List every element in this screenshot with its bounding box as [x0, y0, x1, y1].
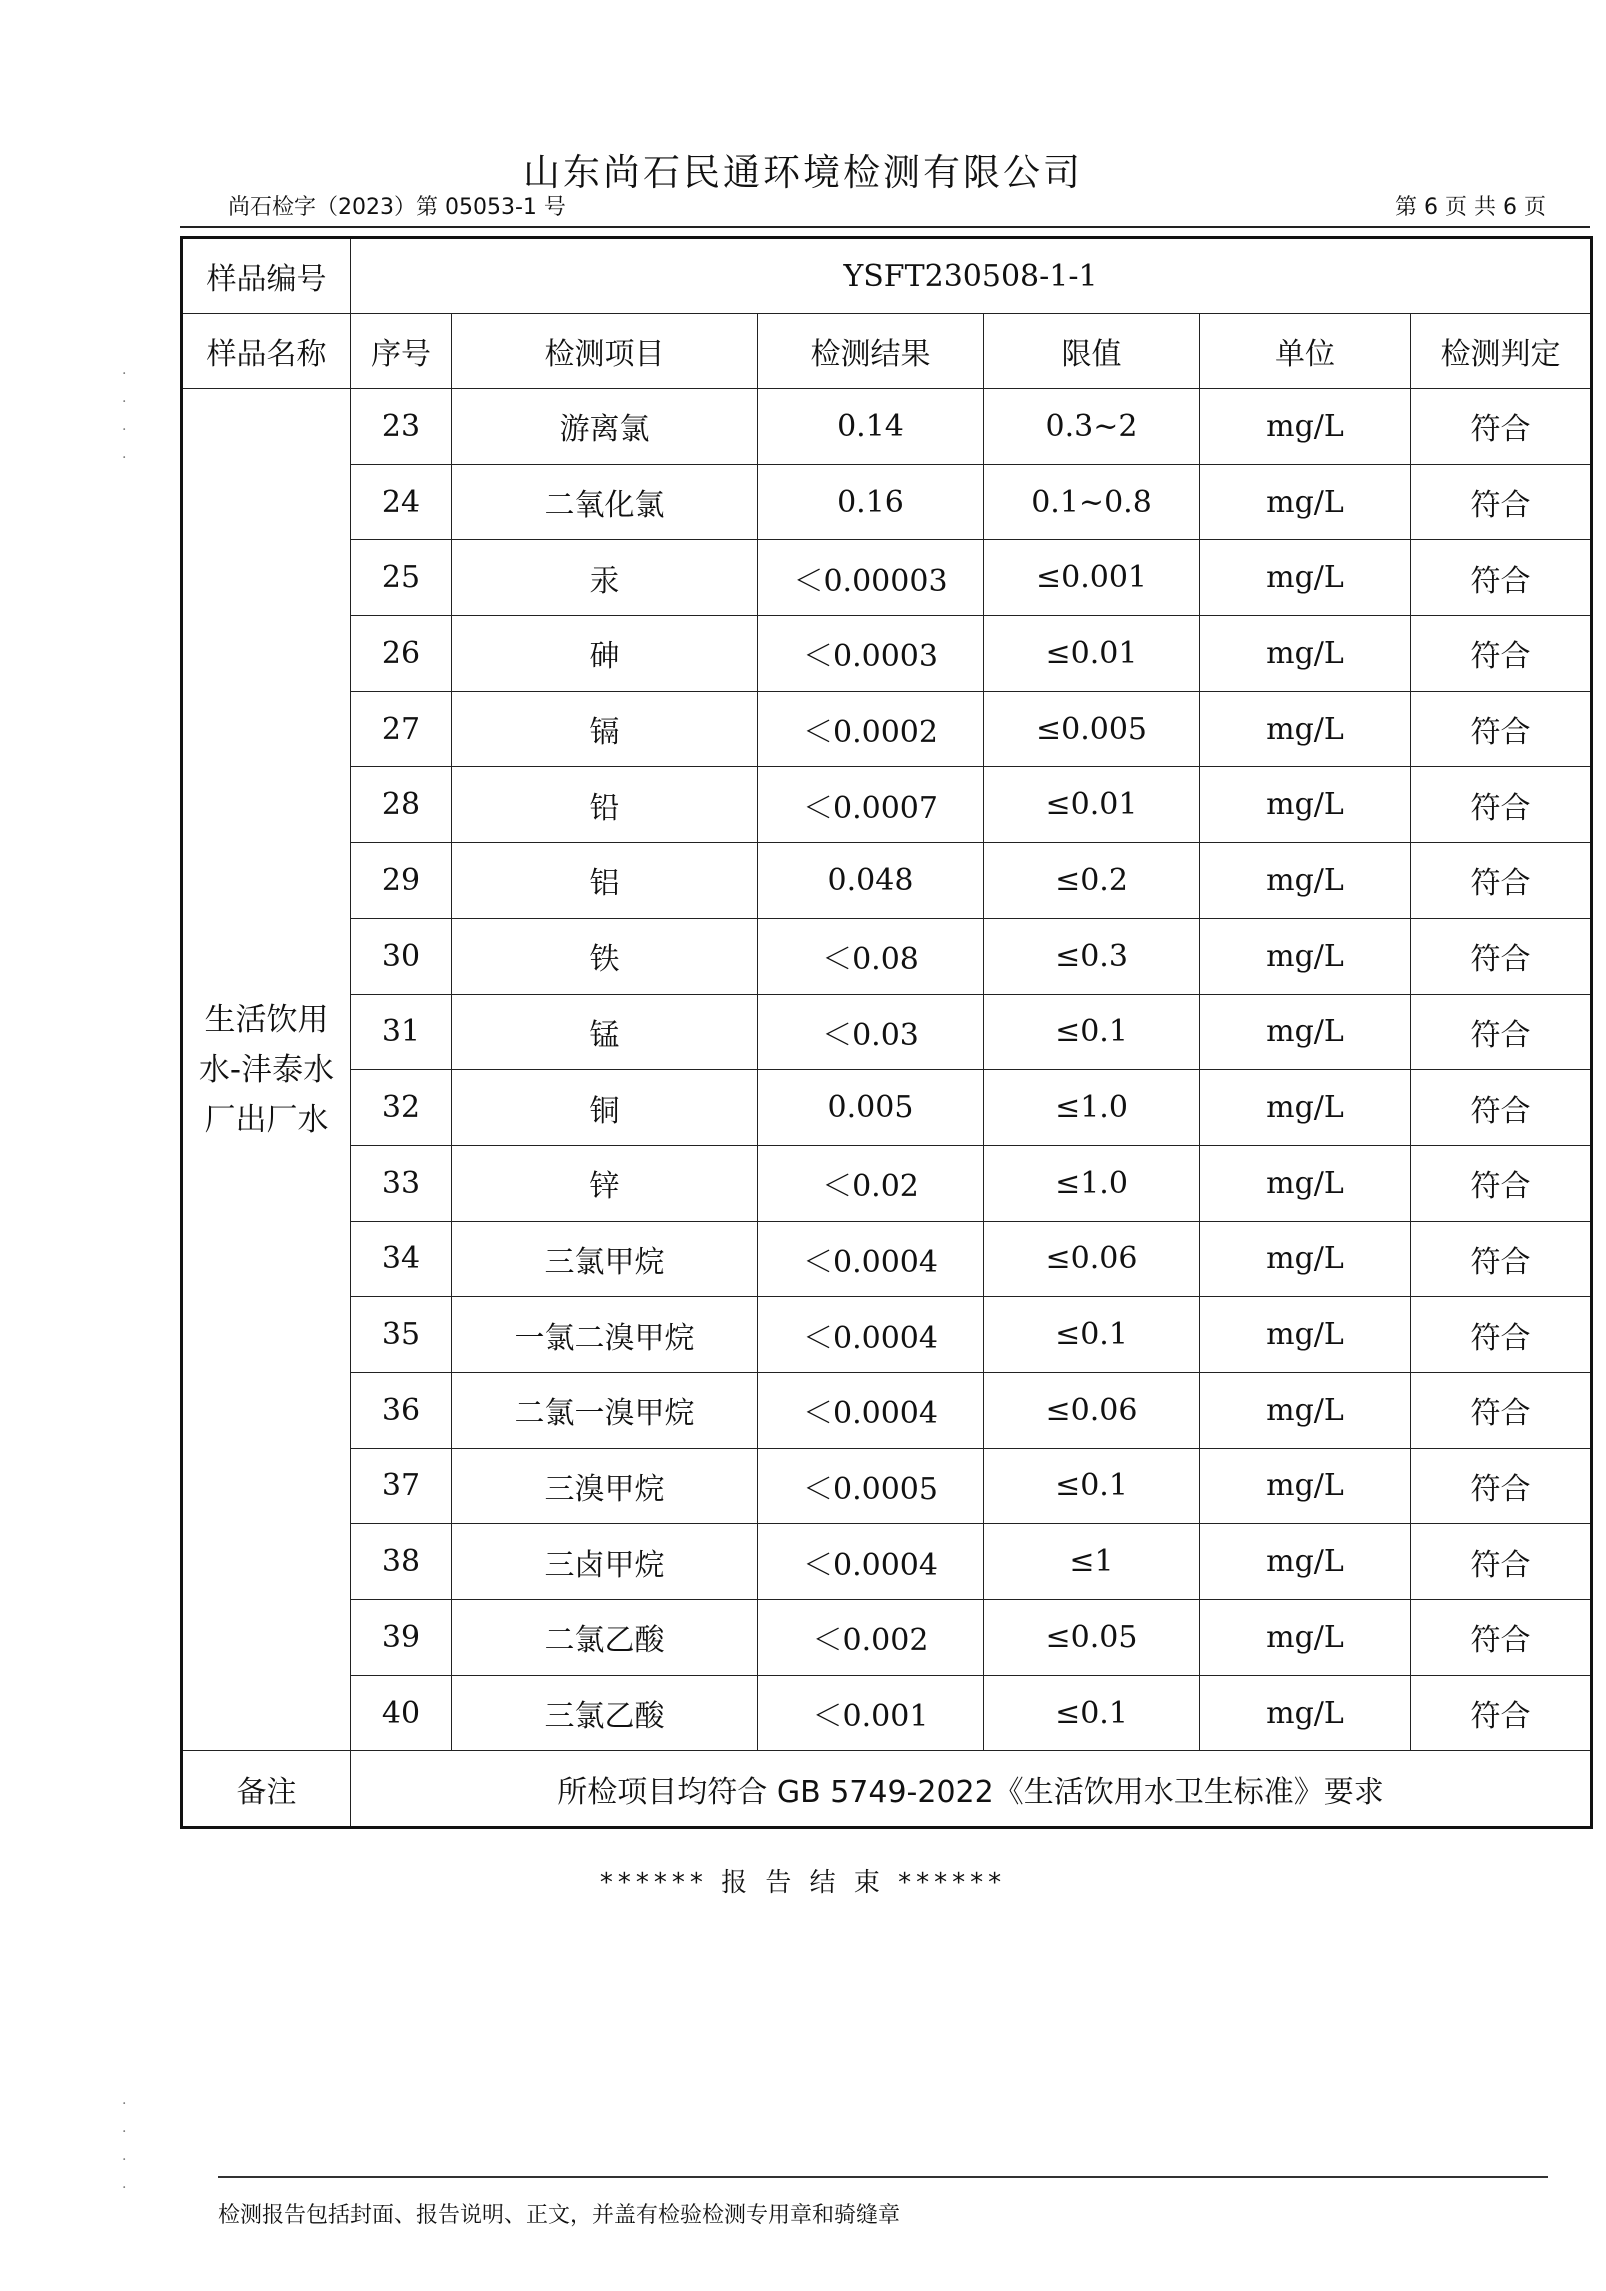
row-limit: ≤0.005 — [984, 691, 1200, 767]
row-no: 35 — [351, 1297, 452, 1373]
row-result: ＜0.0004 — [758, 1372, 984, 1448]
row-item: 铝 — [452, 843, 758, 919]
row-result: ＜0.0004 — [758, 1221, 984, 1297]
col-header-result: 检测结果 — [758, 314, 984, 389]
row-no: 25 — [351, 540, 452, 616]
row-limit: ≤1 — [984, 1524, 1200, 1600]
row-unit: mg/L — [1200, 1675, 1411, 1751]
row-judgement: 符合 — [1411, 540, 1592, 616]
row-unit: mg/L — [1200, 1070, 1411, 1146]
table-row — [182, 1372, 1592, 1448]
col-header-sample-name: 样品名称 — [182, 314, 351, 389]
table-row — [182, 1675, 1592, 1751]
row-limit: ≤0.001 — [984, 540, 1200, 616]
col-header-unit: 单位 — [1200, 314, 1411, 389]
row-result: ＜0.0002 — [758, 691, 984, 767]
row-no: 34 — [351, 1221, 452, 1297]
row-limit: ≤1.0 — [984, 1145, 1200, 1221]
row-unit: mg/L — [1200, 1600, 1411, 1676]
header-rule — [180, 226, 1590, 228]
row-item: 铅 — [452, 767, 758, 843]
row-unit: mg/L — [1200, 389, 1411, 465]
sample-id-label: 样品编号 — [182, 238, 351, 314]
row-unit: mg/L — [1200, 1448, 1411, 1524]
row-result: ＜0.0004 — [758, 1297, 984, 1373]
row-judgement: 符合 — [1411, 843, 1592, 919]
table-row — [182, 994, 1592, 1070]
row-judgement: 符合 — [1411, 1600, 1592, 1676]
row-result: 0.16 — [758, 464, 984, 540]
test-results-table — [180, 236, 1593, 1829]
row-item: 锌 — [452, 1145, 758, 1221]
row-judgement: 符合 — [1411, 389, 1592, 465]
row-unit: mg/L — [1200, 767, 1411, 843]
row-judgement: 符合 — [1411, 691, 1592, 767]
table-row — [182, 1524, 1592, 1600]
row-limit: ≤0.1 — [984, 1675, 1200, 1751]
row-judgement: 符合 — [1411, 1675, 1592, 1751]
row-no: 36 — [351, 1372, 452, 1448]
col-header-no: 序号 — [351, 314, 452, 389]
row-item: 三氯甲烷 — [452, 1221, 758, 1297]
row-result: ＜0.0005 — [758, 1448, 984, 1524]
row-item: 三卤甲烷 — [452, 1524, 758, 1600]
col-header-item: 检测项目 — [452, 314, 758, 389]
company-name: 山东尚石民通环境检测有限公司 — [523, 151, 1083, 194]
row-result: ＜0.03 — [758, 994, 984, 1070]
report-number: 尚石检字（2023）第 05053-1 号 — [228, 195, 566, 220]
margin-marks-bottom: · · · · — [122, 2096, 127, 2196]
margin-marks-top: · · · · — [122, 366, 127, 466]
row-limit: ≤0.06 — [984, 1221, 1200, 1297]
row-unit: mg/L — [1200, 1145, 1411, 1221]
row-item: 游离氯 — [452, 389, 758, 465]
sample-name: 生活饮用水-沣泰水厂出厂水 — [182, 389, 351, 1751]
row-limit: 0.3~2 — [984, 389, 1200, 465]
table-row — [182, 1070, 1592, 1146]
col-header-limit: 限值 — [984, 314, 1200, 389]
row-limit: ≤0.01 — [984, 616, 1200, 692]
row-unit: mg/L — [1200, 994, 1411, 1070]
row-item: 一氯二溴甲烷 — [452, 1297, 758, 1373]
row-result: ＜0.002 — [758, 1600, 984, 1676]
row-no: 24 — [351, 464, 452, 540]
table-row — [182, 1600, 1592, 1676]
row-no: 31 — [351, 994, 452, 1070]
row-limit: ≤0.1 — [984, 1448, 1200, 1524]
table-row — [182, 389, 1592, 465]
table-row — [182, 767, 1592, 843]
row-limit: ≤0.1 — [984, 994, 1200, 1070]
row-item: 三氯乙酸 — [452, 1675, 758, 1751]
column-header-row — [182, 314, 1592, 389]
sample-id-row — [182, 238, 1592, 314]
row-unit: mg/L — [1200, 1372, 1411, 1448]
row-item: 二氧化氯 — [452, 464, 758, 540]
row-judgement: 符合 — [1411, 616, 1592, 692]
row-item: 三溴甲烷 — [452, 1448, 758, 1524]
row-judgement: 符合 — [1411, 1145, 1592, 1221]
row-no: 30 — [351, 918, 452, 994]
row-limit: ≤0.1 — [984, 1297, 1200, 1373]
table-row — [182, 691, 1592, 767]
row-item: 砷 — [452, 616, 758, 692]
table-row — [182, 1221, 1592, 1297]
table-row — [182, 464, 1592, 540]
footer-note: 检测报告包括封面、报告说明、正文，并盖有检验检测专用章和骑缝章 — [218, 2203, 901, 2228]
row-result: 0.005 — [758, 1070, 984, 1146]
sample-id-value: YSFT230508-1-1 — [351, 238, 1592, 314]
row-result: ＜0.0003 — [758, 616, 984, 692]
row-unit: mg/L — [1200, 1297, 1411, 1373]
row-judgement: 符合 — [1411, 1448, 1592, 1524]
row-unit: mg/L — [1200, 1524, 1411, 1600]
row-unit: mg/L — [1200, 1221, 1411, 1297]
row-judgement: 符合 — [1411, 1070, 1592, 1146]
row-result: ＜0.001 — [758, 1675, 984, 1751]
footer-rule — [218, 2176, 1548, 2178]
page-info: 第 6 页 共 6 页 — [1395, 195, 1546, 220]
table-row — [182, 918, 1592, 994]
row-judgement: 符合 — [1411, 1372, 1592, 1448]
row-no: 33 — [351, 1145, 452, 1221]
row-unit: mg/L — [1200, 464, 1411, 540]
row-unit: mg/L — [1200, 843, 1411, 919]
row-item: 铜 — [452, 1070, 758, 1146]
row-judgement: 符合 — [1411, 767, 1592, 843]
row-item: 铁 — [452, 918, 758, 994]
row-item: 镉 — [452, 691, 758, 767]
row-judgement: 符合 — [1411, 1221, 1592, 1297]
row-no: 23 — [351, 389, 452, 465]
row-item: 汞 — [452, 540, 758, 616]
remark-row — [182, 1751, 1592, 1828]
col-header-judgement: 检测判定 — [1411, 314, 1592, 389]
row-result: ＜0.0004 — [758, 1524, 984, 1600]
row-no: 29 — [351, 843, 452, 919]
row-result: 0.14 — [758, 389, 984, 465]
row-limit: ≤0.05 — [984, 1600, 1200, 1676]
row-result: ＜0.02 — [758, 1145, 984, 1221]
row-unit: mg/L — [1200, 616, 1411, 692]
row-judgement: 符合 — [1411, 994, 1592, 1070]
row-no: 39 — [351, 1600, 452, 1676]
row-item: 锰 — [452, 994, 758, 1070]
row-judgement: 符合 — [1411, 464, 1592, 540]
table-row — [182, 540, 1592, 616]
row-unit: mg/L — [1200, 691, 1411, 767]
row-unit: mg/L — [1200, 918, 1411, 994]
row-no: 27 — [351, 691, 452, 767]
remark-text: 所检项目均符合 GB 5749-2022《生活饮用水卫生标准》要求 — [351, 1751, 1592, 1828]
row-result: ＜0.0007 — [758, 767, 984, 843]
row-limit: ≤0.01 — [984, 767, 1200, 843]
row-unit: mg/L — [1200, 540, 1411, 616]
row-limit: ≤1.0 — [984, 1070, 1200, 1146]
row-judgement: 符合 — [1411, 918, 1592, 994]
row-judgement: 符合 — [1411, 1524, 1592, 1600]
row-no: 40 — [351, 1675, 452, 1751]
table-row — [182, 843, 1592, 919]
row-result: ＜0.08 — [758, 918, 984, 994]
table-row — [182, 616, 1592, 692]
row-result: ＜0.00003 — [758, 540, 984, 616]
row-judgement: 符合 — [1411, 1297, 1592, 1373]
table-row — [182, 1145, 1592, 1221]
row-no: 32 — [351, 1070, 452, 1146]
row-result: 0.048 — [758, 843, 984, 919]
table-row — [182, 1297, 1592, 1373]
row-no: 37 — [351, 1448, 452, 1524]
row-item: 二氯乙酸 — [452, 1600, 758, 1676]
report-end-mark: ****** 报 告 结 束 ****** — [599, 1868, 1007, 1898]
row-no: 28 — [351, 767, 452, 843]
row-limit: ≤0.3 — [984, 918, 1200, 994]
remark-label: 备注 — [182, 1751, 351, 1828]
row-no: 38 — [351, 1524, 452, 1600]
row-limit: ≤0.2 — [984, 843, 1200, 919]
row-no: 26 — [351, 616, 452, 692]
table-row — [182, 1448, 1592, 1524]
row-limit: ≤0.06 — [984, 1372, 1200, 1448]
row-item: 二氯一溴甲烷 — [452, 1372, 758, 1448]
row-limit: 0.1~0.8 — [984, 464, 1200, 540]
